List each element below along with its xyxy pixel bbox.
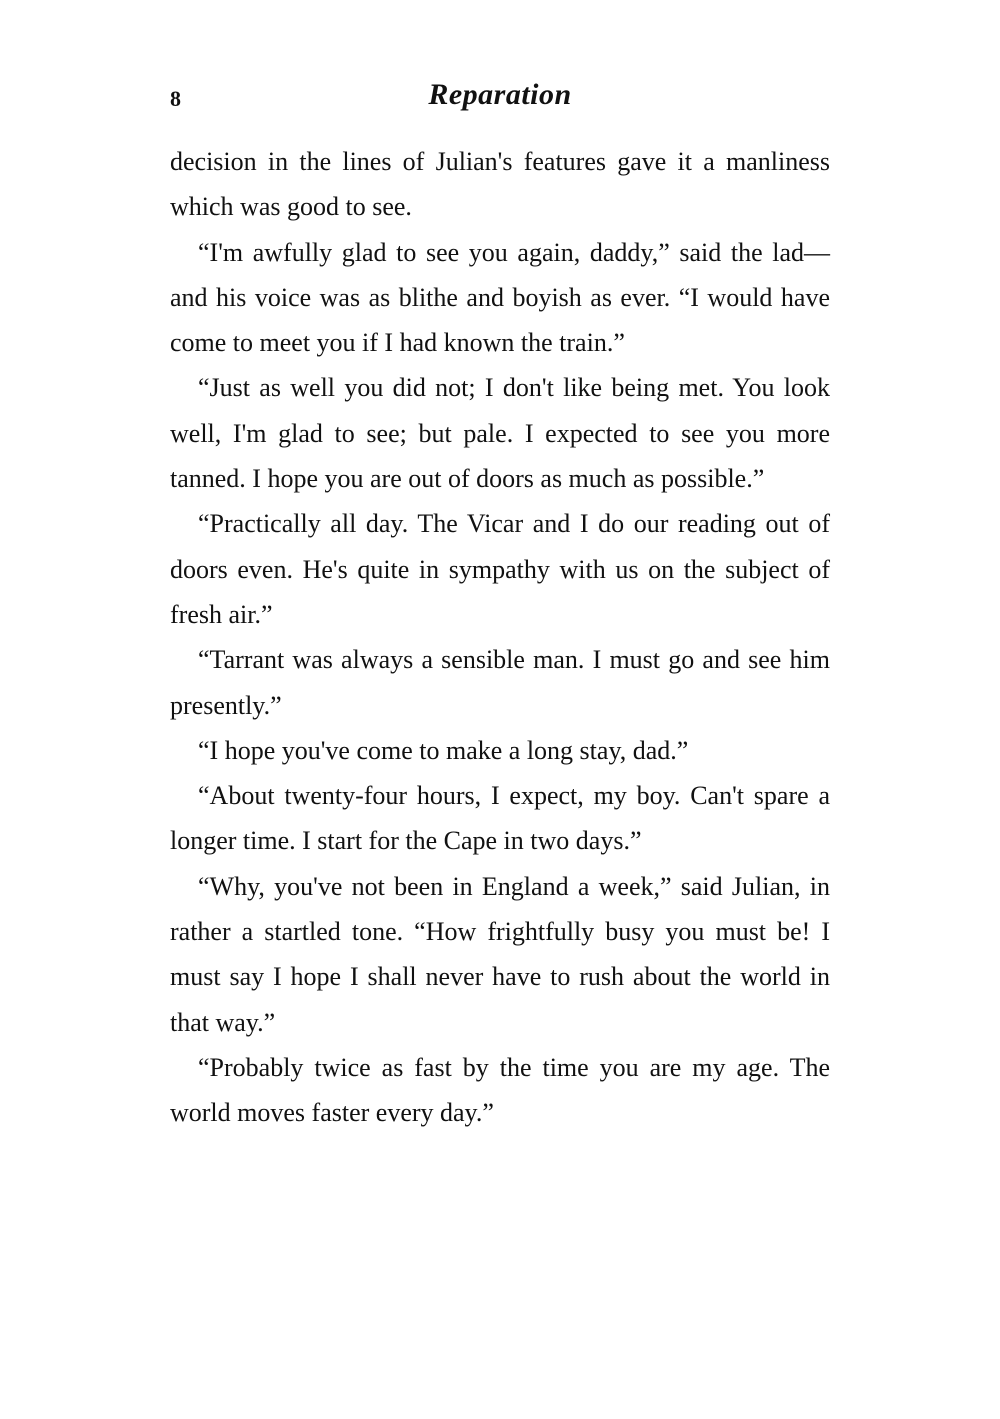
running-head bbox=[170, 78, 830, 118]
running-title: Reparation bbox=[428, 78, 572, 111]
paragraph: “Probably twice as fast by the time you are my age. The world moves faster every day.” bbox=[170, 1052, 830, 1128]
paragraph: “Just as well you did not; I don't like being met. You look well, I'm glad to see; but pale. I expected to see you more tanned. I hope you are out of doors as much as possible.” bbox=[170, 373, 830, 494]
paragraph: “About twenty-four hours, I expect, my boy. Can't spare a longer time. I start for the Cape in two days.” bbox=[170, 781, 830, 856]
body-text bbox=[170, 139, 830, 1136]
paragraph: “Practically all day. The Vicar and I do our reading out of doors even. He's quite in sympathy with us on the subject of fresh air.” bbox=[170, 509, 830, 629]
paragraph: “Tarrant was always a sensible man. I must go and see him presently.” bbox=[170, 645, 830, 720]
paragraph: “I'm awfully glad to see you again, daddy,” said the lad—and his voice was as blithe and boyish as ever. “I would have come to meet you if I had known the train.” bbox=[170, 237, 830, 358]
paragraph: “Why, you've not been in England a week,” said Julian, in rather a startled tone. “How frightfully busy you must be! I must say I hope I shall never have to rush about the world in that way.” bbox=[170, 871, 830, 1037]
page-number: 8 bbox=[170, 86, 181, 111]
paragraph: “I hope you've come to make a long stay, dad.” bbox=[198, 735, 689, 765]
paragraph: decision in the lines of Julian's features gave it a manliness which was good to see. bbox=[170, 147, 830, 222]
